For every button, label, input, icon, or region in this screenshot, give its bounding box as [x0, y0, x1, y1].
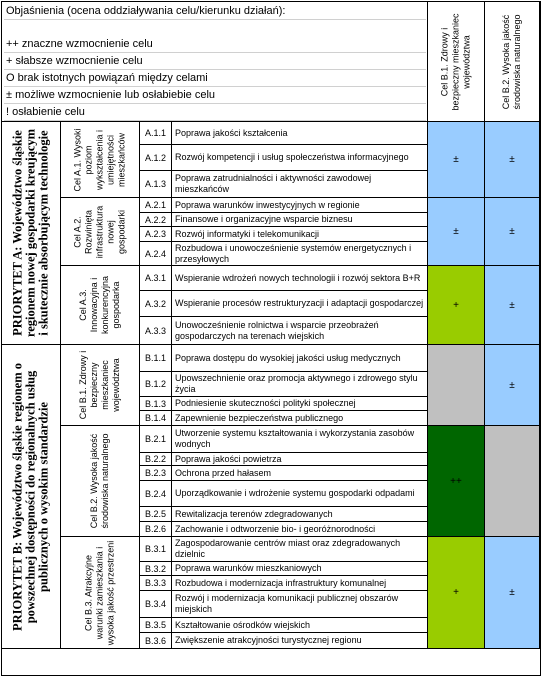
- legend-item: ++ znaczne wzmocnienie celu: [4, 35, 426, 53]
- goal-label-text: Cel A.2. Rozwinięta infrastruktura nowej gospodarki: [72, 205, 127, 258]
- action-code: B.1.4: [140, 411, 172, 426]
- action-description-text: Zwiększenie atrakcyjności turystycznej regionu: [175, 635, 362, 645]
- action-description-text: Rozwój i modernizacja komunikacji publicznej obszarów miejskich: [175, 593, 399, 614]
- action-description: [172, 122, 428, 145]
- action-description-text: Podniesienie skuteczności polityki społecznej: [175, 398, 356, 408]
- action-description: [172, 562, 428, 576]
- action-code: B.3.2: [140, 562, 172, 576]
- action-code: A.2.3: [140, 227, 172, 242]
- action-code: B.3.5: [140, 618, 172, 633]
- impact-cell-b2: ±: [485, 122, 540, 198]
- goal-label: [61, 537, 140, 649]
- action-code: B.2.3: [140, 466, 172, 481]
- action-description-text: Finansowe i organizacyjne wsparcie biznesu: [175, 214, 353, 224]
- action-description: [172, 198, 428, 213]
- goal-label: [61, 122, 140, 198]
- action-description-text: Poprawa jakości kształcenia: [175, 127, 288, 138]
- action-code: B.2.4: [140, 481, 172, 507]
- impact-cell-b2: ±: [485, 537, 540, 649]
- action-code: A.2.1: [140, 198, 172, 213]
- goal-label: [61, 426, 140, 537]
- column-header-b1: [428, 2, 485, 122]
- legend-item: + słabsze wzmocnienie celu: [4, 52, 426, 70]
- action-code: A.3.3: [140, 317, 172, 345]
- action-description-text: Rewitalizacja terenów zdegradowanych: [175, 508, 333, 519]
- action-code: B.3.6: [140, 633, 172, 649]
- legend-title: Objaśnienia (ocena oddziaływania celu/kierunku działań):: [4, 2, 426, 20]
- impact-cell-b1: +: [428, 266, 485, 345]
- legend-box: [2, 2, 428, 122]
- goal-label-text: Cel A.3. Innowacyjna i konkurencyjna gospodarka: [78, 275, 121, 335]
- action-description: [172, 291, 428, 317]
- impact-cell-b2: [485, 426, 540, 537]
- action-code: B.2.2: [140, 453, 172, 466]
- goal-label: [61, 266, 140, 345]
- impact-cell-b2: ±: [485, 345, 540, 426]
- goal-label: [61, 198, 140, 266]
- action-description: [172, 618, 428, 633]
- column-header-label: Cel B.1. Zdrowy i bezpieczny mieszkaniec województwa: [439, 12, 472, 111]
- impact-cell-b1: ±: [428, 122, 485, 198]
- action-description: [172, 453, 428, 466]
- action-description-text: Poprawa warunków inwestycyjnych w regionie: [175, 199, 360, 210]
- action-description-text: Rozbudowa i modernizacja infrastruktury komunalnej: [175, 577, 387, 588]
- action-description-text: Ochrona przed hałasem: [175, 467, 272, 478]
- impact-cell-b1: ±: [428, 198, 485, 266]
- legend-item: O brak istotnych powiązań między celami: [4, 69, 426, 87]
- goal-label-text: Cel A.1. Wysoki poziom wykształcenia i umiejętności mieszkańców: [72, 128, 127, 191]
- action-description-text: Zapewnienie bezpieczeństwa publicznego: [175, 412, 344, 423]
- action-code: B.2.6: [140, 522, 172, 537]
- action-description-text: Upowszechnienie oraz promocja aktywnego i zdrowego stylu życia: [175, 373, 418, 394]
- action-description: [172, 227, 428, 242]
- action-code: A.1.3: [140, 171, 172, 198]
- action-description-text: Kształtowanie ośrodków wiejskich: [175, 619, 311, 630]
- action-code: B.1.3: [140, 397, 172, 411]
- action-code: A.2.2: [140, 213, 172, 227]
- action-description: [172, 591, 428, 618]
- action-description: [172, 481, 428, 507]
- action-description: [172, 145, 428, 171]
- action-description-text: Uporządkowanie i wdrożenie systemu gospodarki odpadami: [175, 488, 415, 498]
- goal-label-text: Cel B.1. Zdrowy i bezpieczny mieszkaniec województwa: [78, 350, 121, 420]
- priority-label: [2, 345, 61, 649]
- impact-cell-b1: [428, 345, 485, 426]
- action-description: [172, 372, 428, 397]
- action-description-text: Poprawa jakości powietrza: [175, 453, 282, 464]
- goal-label: [61, 345, 140, 426]
- column-header-label: Cel B.2. Wysoka jakość środowiska naturalnego: [501, 13, 522, 110]
- action-description-text: Wspieranie procesów restrukturyzacji i adaptacji gospodarczej: [175, 298, 424, 308]
- action-code: A.1.2: [140, 145, 172, 171]
- action-description-text: Zagospodarowanie centrów miast oraz zdegradowanych dzielnic: [175, 538, 401, 559]
- action-description: [172, 345, 428, 372]
- action-description: [172, 213, 428, 227]
- action-description-text: Zachowanie i odtworzenie bio- i georóżnorodności: [175, 523, 376, 534]
- action-description-text: Rozbudowa i unowocześnienie systemów energetycznych i przesyłowych: [175, 242, 412, 264]
- legend-item: ! osłabienie celu: [4, 103, 426, 121]
- action-code: A.2.4: [140, 242, 172, 266]
- action-description: [172, 633, 428, 649]
- action-code: A.3.2: [140, 291, 172, 317]
- action-description: [172, 242, 428, 266]
- action-code: B.3.1: [140, 537, 172, 562]
- action-code: B.2.5: [140, 507, 172, 522]
- impact-cell-b1: ++: [428, 426, 485, 537]
- action-description: [172, 317, 428, 345]
- action-code: A.3.1: [140, 266, 172, 291]
- column-header-b2: [485, 2, 540, 122]
- action-code: B.1.2: [140, 372, 172, 397]
- action-description: [172, 537, 428, 562]
- action-description-text: Utworzenie systemu kształtowania i wykorzystania zasobów wodnych: [175, 428, 415, 449]
- action-code: B.2.1: [140, 426, 172, 453]
- action-description: [172, 466, 428, 481]
- action-code: B.3.3: [140, 576, 172, 591]
- action-code: B.1.1: [140, 345, 172, 372]
- impact-cell-b1: +: [428, 537, 485, 649]
- goal-label-text: Cel B.2. Wysoka jakość środowiska naturalnego: [89, 433, 110, 529]
- action-description-text: Wspieranie wdrożeń nowych technologii i rozwój sektora B+R: [175, 272, 421, 283]
- goal-label-text: Cel B.3. Atrakcyjne warunki zamieszkania i wysoka jakość przestrzeni: [83, 540, 116, 645]
- action-description: [172, 576, 428, 591]
- action-description-text: Poprawa warunków mieszkaniowych: [175, 563, 322, 573]
- action-description: [172, 266, 428, 291]
- priority-label-text: PRIORYTET A: Województwo śląskie regionem nowej gospodarki kreującym i skutecznie absorbującym technologie: [10, 128, 51, 338]
- action-description-text: Poprawa zatrudnialności i aktywności zawodowej mieszkańców: [175, 173, 372, 194]
- action-description: [172, 397, 428, 411]
- impact-cell-b2: ±: [485, 266, 540, 345]
- action-description: [172, 411, 428, 426]
- action-description: [172, 426, 428, 453]
- action-code: A.1.1: [140, 122, 172, 145]
- action-description-text: Rozwój kompetencji i usług społeczeństwa informacyjnego: [175, 152, 409, 162]
- action-description-text: Rozwój informatyki i telekomunikacji: [175, 228, 320, 239]
- action-code: B.3.4: [140, 591, 172, 618]
- priority-label: [2, 122, 61, 345]
- action-description-text: Unowocześnienie rolnictwa i wsparcie przeobrażeń gospodarczych na terenach wiejskich: [175, 319, 379, 341]
- action-description: [172, 522, 428, 537]
- action-description-text: Poprawa dostępu do wysokiej jakości usług medycznych: [175, 352, 401, 363]
- action-description: [172, 507, 428, 522]
- impact-cell-b2: ±: [485, 198, 540, 266]
- priority-label-text: PRIORYTET B: Województwo śląskie regionem o powszechnej dostępności do regionalnych usług publicznych o wysokim standardzie: [10, 362, 51, 631]
- legend-item: ± możliwe wzmocnienie lub osłabiebie celu: [4, 86, 426, 104]
- action-description: [172, 171, 428, 198]
